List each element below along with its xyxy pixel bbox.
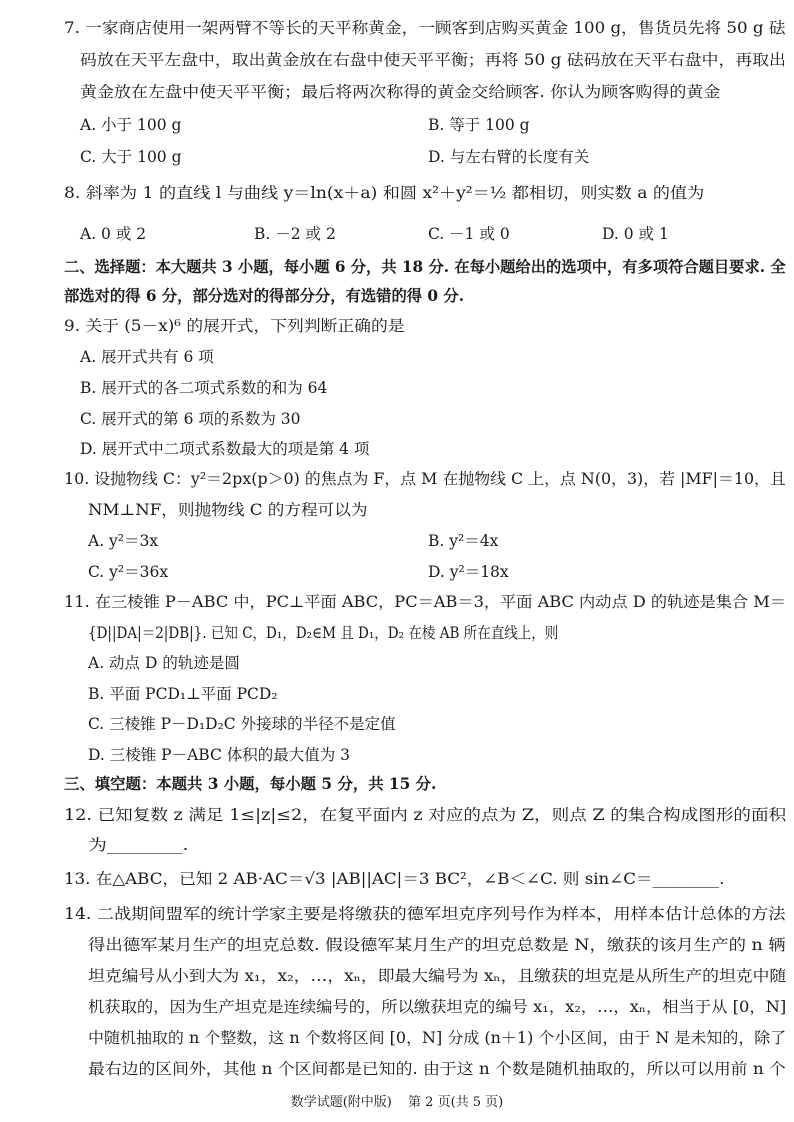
q8-option-a: A. 0 或 2 <box>80 225 147 243</box>
q10-stem-line-2: NM⊥NF，则抛物线 C 的方程可以为 <box>88 501 368 519</box>
q11-option-d: D. 三棱锥 P－ABC 体积的最大值为 3 <box>88 746 351 764</box>
q9-stem-line-1: 9. 关于 (5－x)⁶ 的展开式，下列判断正确的是 <box>64 317 405 335</box>
q12-stem-line-1: 12. 已知复数 z 满足 1≤|z|≤2，在复平面内 z 对应的点为 Z，则点 Z 的集合构成图形的面积 <box>64 806 787 824</box>
section-2-line-1: 二、选择题：本大题共 3 小题，每小题 6 分，共 18 分. 在每小题给出的选项中，有多项符合题目要求. 全 <box>64 257 786 276</box>
q8-stem-line-1: 8. 斜率为 1 的直线 l 与曲线 y＝ln(x＋a) 和圆 x²＋y²＝½ 都相切，则实数 a 的值为 <box>64 184 705 202</box>
q14-stem-line-2: 得出德军某月生产的坦克总数. 假设德军某月生产的坦克总数是 N，缴获的该月生产的 n 辆 <box>88 936 786 954</box>
q9-option-b: B. 展开式的各二项式系数的和为 64 <box>80 379 328 397</box>
q9-option-d: D. 展开式中二项式系数最大的项是第 4 项 <box>80 440 370 458</box>
q14-stem-line-4: 机获取的，因为生产坦克是连续编号的，所以缴获坦克的编号 x₁，x₂，…，xₙ，相当于从 [0，N] <box>88 998 787 1016</box>
q11-option-c: C. 三棱锥 P－D₁D₂C 外接球的半径不是定值 <box>88 715 396 733</box>
q11-option-b: B. 平面 PCD₁⊥平面 PCD₂ <box>88 685 278 703</box>
q7-option-c: C. 大于 100 g <box>80 148 182 166</box>
q9-option-a: A. 展开式共有 6 项 <box>80 348 214 366</box>
q8-option-b: B. －2 或 2 <box>254 225 336 243</box>
q14-stem-line-6: 最右边的区间外，其他 n 个区间都是已知的. 由于这 n 个数是随机抽取的，所以可以用前 n 个 <box>88 1060 786 1078</box>
q8-option-d: D. 0 或 1 <box>602 225 669 243</box>
q14-stem-line-1: 14. 二战期间盟军的统计学家主要是将缴获的德军坦克序列号作为样本，用样本估计总体的方法 <box>64 905 786 923</box>
q10-stem-line-1: 10. 设抛物线 C：y²＝2px(p＞0) 的焦点为 F，点 M 在抛物线 C 上，点 N(0，3)，若 |MF|＝10，且 <box>64 470 786 488</box>
q11-stem-line-2: {D||DA|＝2|DB|}. 已知 C，D₁，D₂∈M 且 D₁，D₂ 在棱 AB 所在直线上，则 <box>88 624 559 642</box>
q14-stem-line-3: 坦克编号从小到大为 x₁，x₂，…，xₙ，即最大编号为 xₙ，且缴获的坦克是从所生产的坦克中随 <box>88 967 787 985</box>
q7-option-d: D. 与左右臂的长度有关 <box>428 148 590 166</box>
q7-option-b: B. 等于 100 g <box>428 116 530 134</box>
q7-stem-line-2: 码放在天平左盘中，取出黄金放在右盘中使天平平衡；再将 50 g 砝码放在天平右盘中，再取出 <box>80 51 786 69</box>
q9-option-c: C. 展开式的第 6 项的系数为 30 <box>80 410 301 428</box>
footer-exam-title: 数学试题(附中版) <box>290 1095 392 1110</box>
q7-stem-line-3: 黄金放在左盘中使天平平衡；最后将两次称得的黄金交给顾客. 你认为顾客购得的黄金 <box>80 83 721 101</box>
q13-stem-line-1: 13. 在△ABC，已知 2 AB·AC＝√3 |AB||AC|＝3 BC²，∠B＜∠C. 则 sin∠C＝________. <box>64 870 725 888</box>
q10-option-a: A. y²＝3x <box>88 532 159 550</box>
q8-option-c: C. －1 或 0 <box>428 225 510 243</box>
q12-stem-line-2: 为________. <box>88 836 189 854</box>
q7-option-a: A. 小于 100 g <box>80 116 182 134</box>
q7-stem-line-1: 7. 一家商店使用一架两臂不等长的天平称黄金，一顾客到店购买黄金 100 g，售货员先将 50 g 砝 <box>64 19 786 37</box>
q10-option-b: B. y²＝4x <box>428 532 499 550</box>
page-footer <box>0 1094 794 1112</box>
q14-stem-line-5: 中随机抽取的 n 个整数，这 n 个数将区间 [0，N] 分成 (n＋1) 个小区间，由于 N 是未知的，除了 <box>88 1029 787 1047</box>
section-2-line-2: 部选对的得 6 分，部分选对的得部分分，有选错的得 0 分. <box>64 286 465 305</box>
q10-option-c: C. y²＝36x <box>88 563 169 581</box>
section-3-line-1: 三、填空题：本题共 3 小题，每小题 5 分，共 15 分. <box>64 774 437 793</box>
q11-option-a: A. 动点 D 的轨迹是圆 <box>88 654 240 672</box>
q11-stem-line-1: 11. 在三棱锥 P－ABC 中，PC⊥平面 ABC，PC＝AB＝3，平面 ABC 内动点 D 的轨迹是集合 M＝ <box>64 593 787 611</box>
q10-option-d: D. y²＝18x <box>428 563 509 581</box>
footer-page-number: 第 2 页(共 5 页) <box>408 1095 504 1110</box>
